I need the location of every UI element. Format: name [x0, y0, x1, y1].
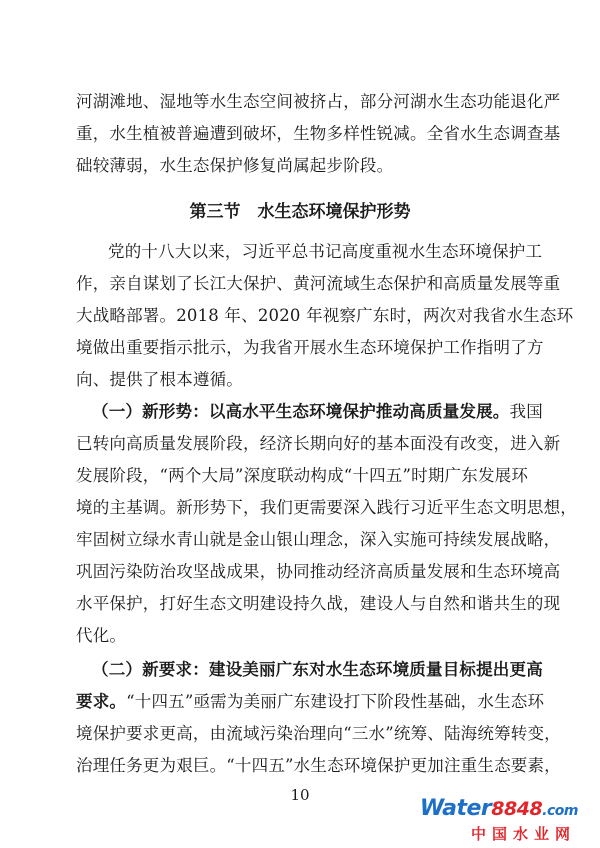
text-line: 境做出重要指示批示，为我省开展水生态环境保护工作指明了方 — [76, 338, 544, 357]
text-line: 水平保护，打好生态文明建设持久战，建设人与自然和谐共生的现 — [76, 594, 561, 613]
text-line: 作，亲自谋划了长江大保护、黄河流域生态保护和高质量发展等重 — [76, 274, 561, 293]
paragraph-lead: 要求。 — [76, 692, 127, 711]
watermark-word: Water — [419, 796, 492, 821]
text-line: 重，水生植被普遍遭到破坏，生物多样性锐减。全省水生态调查基 — [76, 124, 561, 143]
text-line — [76, 692, 545, 712]
watermark-wordmark — [420, 796, 578, 821]
text-line: 治理任务更为艰巨。“十四五”水生态环境保护更加注重生态要素， — [76, 756, 561, 775]
text-line — [92, 402, 543, 422]
watermark-suffix: .com — [542, 803, 578, 819]
watermark-logo — [419, 796, 578, 843]
text-line: 代化。 — [76, 626, 127, 645]
watermark-number: 8848 — [491, 798, 543, 820]
text-line: 河湖滩地、湿地等水生态空间被挤占，部分河湖水生态功能退化严 — [76, 92, 561, 111]
text-run: “十四五”亟需为美丽广东建设打下阶段性基础，水生态环 — [126, 692, 545, 711]
text-line: 已转向高质量发展阶段，经济长期向好的基本面没有改变，进入新 — [76, 434, 561, 453]
page-number: 10 — [290, 786, 310, 804]
watermark-cn-name: 中国水业网 — [470, 825, 576, 843]
text-line: 党的十八大以来，习近平总书记高度重视水生态环境保护工 — [108, 242, 543, 261]
text-line: 牢固树立绿水青山就是金山银山理念，深入实施可持续发展战略， — [76, 530, 561, 549]
text-line: 向、提供了根本遵循。 — [76, 370, 243, 389]
text-run: 我国 — [509, 402, 543, 421]
text-line: 大战略部署。2018 年、2020 年视察广东时，两次对我省水生态环 — [76, 306, 574, 325]
text-line: 发展阶段，“两个大局”深度联动构成“十四五”时期广东发展环 — [76, 466, 529, 485]
section-heading: 第三节 水生态环境保护形势 — [189, 202, 411, 222]
text-line: 境保护要求更高，由流域污染治理向“三水”统筹、陆海统筹转变， — [76, 724, 561, 743]
text-line: 境的主基调。新形势下，我们更需要深入践行习近平生态文明思想， — [76, 498, 577, 517]
paragraph-lead: （一）新形势：以高水平生态环境保护推动高质量发展。 — [92, 402, 510, 421]
text-line: 巩固污染防治攻坚战成果，协同推动经济高质量发展和生态环境高 — [76, 562, 561, 581]
paragraph-lead: （二）新要求：建设美丽广东对水生态环境质量目标提出更高 — [92, 660, 543, 679]
text-line: 础较薄弱，水生态保护修复尚属起步阶段。 — [76, 156, 394, 175]
